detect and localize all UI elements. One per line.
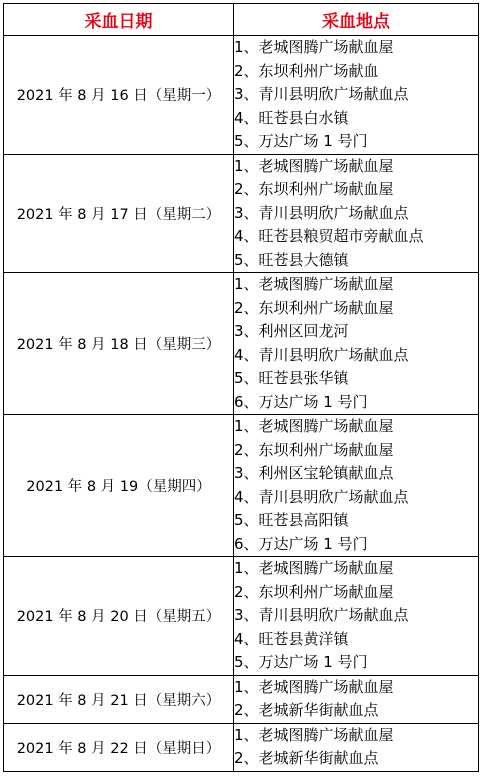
collection-date: 2021 年 8 月 19（星期四） [4,415,234,557]
collection-site: 2、东坝利州广场献血屋 [234,582,394,601]
collection-site: 4、旺苍县白水镇 [234,108,349,127]
collection-site: 4、青川县明欣广场献血点 [234,487,409,506]
collection-site: 5、旺苍县高阳镇 [234,511,349,529]
table-row [4,154,479,273]
collection-date: 2021 年 8 月 20 日（星期五） [4,557,234,676]
collection-date: 2021 年 8 月 16 日（星期一） [4,36,234,155]
collection-site: 5、旺苍县张华镇 [234,369,349,387]
collection-date: 2021 年 8 月 22 日（星期日） [4,723,234,771]
collection-sites [234,154,479,273]
collection-site: 4、旺苍县粮贸超市旁献血点 [234,227,424,245]
schedule-body [4,36,479,772]
collection-date: 2021 年 8 月 17 日（星期二） [4,154,234,273]
collection-site: 1、老城图腾广场献血屋 [234,156,394,175]
collection-sites [234,557,479,676]
collection-site: 3、青川县明欣广场献血点 [234,85,409,103]
collection-site: 3、利州区宝轮镇献血点 [234,464,394,482]
collection-site: 2、东坝利州广场献血屋 [234,298,394,317]
collection-site: 6、万达广场 1 号门 [234,534,368,553]
collection-site: 1、老城图腾广场献血屋 [234,38,394,56]
collection-site: 3、利州区回龙河 [234,322,349,340]
table-row [4,415,479,557]
collection-site: 5、万达广场 1 号门 [234,653,368,671]
collection-date: 2021 年 8 月 21 日（星期六） [4,675,234,723]
collection-sites [234,675,479,723]
collection-site: 2、老城新华街献血点 [234,701,379,719]
collection-site: 5、旺苍县大德镇 [234,250,349,269]
table-header-row [4,4,479,36]
collection-site: 4、旺苍县黄洋镇 [234,629,349,648]
blood-collection-schedule-table [3,3,479,772]
collection-site: 1、老城图腾广场献血屋 [234,417,394,435]
collection-site: 6、万达广场 1 号门 [234,392,368,411]
table-row [4,273,479,415]
collection-site: 2、东坝利州广场献血 [234,61,379,80]
collection-site: 2、东坝利州广场献血屋 [234,440,394,459]
collection-sites [234,273,479,415]
collection-site: 3、青川县明欣广场献血点 [234,203,409,222]
collection-site: 1、老城图腾广场献血屋 [234,275,394,293]
table-row [4,36,479,155]
collection-site: 1、老城图腾广场献血屋 [234,559,394,577]
table-row [4,557,479,676]
collection-site: 5、万达广场 1 号门 [234,132,368,150]
table-row [4,675,479,723]
collection-site: 1、老城图腾广场献血屋 [234,725,394,744]
collection-site: 4、青川县明欣广场献血点 [234,345,409,364]
collection-site: 2、老城新华街献血点 [234,749,379,767]
table-row [4,723,479,771]
collection-site: 1、老城图腾广场献血屋 [234,677,394,696]
collection-sites [234,36,479,155]
collection-site: 3、青川县明欣广场献血点 [234,606,409,624]
collection-sites [234,723,479,771]
collection-date: 2021 年 8 月 18 日（星期三） [4,273,234,415]
date-column-header: 采血日期 [4,4,234,36]
collection-site: 2、东坝利州广场献血屋 [234,180,394,198]
site-column-header: 采血地点 [234,4,479,36]
collection-sites [234,415,479,557]
